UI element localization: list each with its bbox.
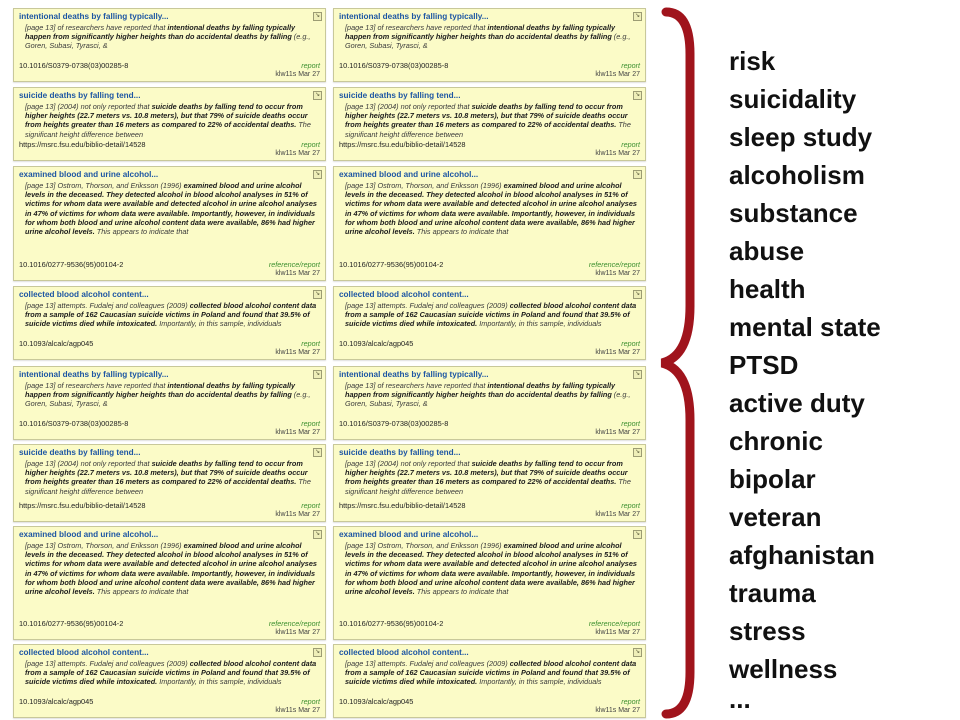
context-text: [page 13] Ostrom, Thorson, and Eriksson (1996) [25,181,184,190]
keyword-item: veteran [729,502,822,532]
context-text: This appears to indicate that [414,587,509,597]
context-text: This appears to indicate that [94,587,189,597]
source-doi[interactable]: https://msrc.fsu.edu/biblio-detail/14528 [339,140,466,149]
keyword-list [729,42,881,714]
card-source-row [339,419,640,428]
source-doi[interactable]: https://msrc.fsu.edu/biblio-detail/14528 [339,501,466,510]
expand-arrow-icon[interactable]: ↘ [634,531,641,537]
annotation-card[interactable] [13,526,326,640]
context-text: The significant height difference between [345,120,631,139]
expand-arrow-icon[interactable]: ↘ [314,171,321,177]
highlighted-text: examined blood and urine alcohol levels in the deceased. They detected alcohol in blood alcohol analyses in 51% of victims for whom data were available and detected alcohol in urine alcohol analyses in 47% of victims for whom data were available. Importantly, however, in individuals for whom both blood and urine alcohol content data were available, 86% had higher urine alcohol levels. [25,541,317,597]
source-doi[interactable]: 10.1016/S0379-0738(03)00285-8 [19,61,129,70]
context-text: This appears to indicate that [414,227,509,237]
source-doi[interactable]: 10.1093/alcalc/agp045 [339,339,414,348]
expand-arrow-icon[interactable]: ↘ [314,92,321,98]
context-text: Importantly, in this sample, individuals [477,319,602,329]
source-doi[interactable]: 10.1093/alcalc/agp045 [19,697,94,706]
card-byline: klw11s Mar 27 [275,150,320,157]
card-footer [19,697,320,715]
keyword-item: abuse [729,236,805,266]
annotation-card[interactable] [13,8,326,82]
annotation-card[interactable] [13,366,326,440]
card-byline: klw11s Mar 27 [275,71,320,78]
source-doi[interactable]: 10.1016/S0379-0738(03)00285-8 [19,419,129,428]
context-text: The significant height difference between [25,477,311,496]
keyword-ellipsis: ... [729,684,751,714]
keyword-item: active duty [729,388,865,418]
card-footer [19,61,320,79]
card-source-row [339,619,640,628]
expand-arrow-icon[interactable]: ↘ [634,449,641,455]
report-link[interactable]: reference/report [588,619,640,628]
report-link[interactable]: report [301,419,320,428]
card-source-row [19,260,320,269]
card-title-link[interactable]: examined blood and urine alcohol... [339,170,479,179]
source-doi[interactable]: 10.1016/0277-9536(95)00104-2 [19,619,124,628]
highlighted-text: suicide deaths by falling tend to occur from higher heights (22.7 meters vs. 10.8 meters), but that 79% of suicide deaths occur from heights greater than 16 meters as compared to 22% of accidental deaths. [345,102,628,130]
context-text: [page 13] (2004) not only reported that [345,102,472,111]
context-text: [page 13] attempts. Fudalej and colleagues (2009) [345,659,510,668]
annotation-card[interactable] [333,366,646,440]
expand-arrow-icon[interactable]: ↘ [634,171,641,177]
card-byline: klw11s Mar 27 [275,707,320,714]
highlighted-text: examined blood and urine alcohol levels in the deceased. They detected alcohol in blood alcohol analyses in 51% of victims for whom data were available and detected alcohol in urine alcohol analyses in 47% of victims for whom data were available. Importantly, however, in individuals for whom both blood and urine alcohol content data were available, 86% had higher urine alcohol levels. [345,181,637,237]
highlighted-text: intentional deaths by falling typically happen from significantly higher heights than do accidental deaths by falling [25,381,296,400]
context-text: Importantly, in this sample, individuals [157,677,282,687]
annotation-card[interactable] [333,286,646,360]
context-text: [page 13] Ostrom, Thorson, and Eriksson (1996) [25,541,184,550]
expand-arrow-icon[interactable]: ↘ [314,291,321,297]
card-title-link[interactable]: suicide deaths by falling tend... [339,91,461,100]
card-title-link[interactable]: intentional deaths by falling typically... [19,370,169,379]
report-link[interactable]: report [621,140,640,149]
expand-arrow-icon[interactable]: ↘ [634,92,641,98]
keyword-item: PTSD [729,350,799,380]
card-footer [19,260,320,278]
report-link[interactable]: reference/report [588,260,640,269]
highlighted-text: collected blood alcohol content data from a sample of 162 Caucasian suicide victims in Poland and found that 39.5% of suicide victims died while intoxicated. [345,659,637,687]
annotation-card[interactable] [13,166,326,281]
card-title-link[interactable]: collected blood alcohol content... [19,648,149,657]
report-link[interactable]: report [301,61,320,70]
card-source-row [339,501,640,510]
card-byline: klw11s Mar 27 [595,150,640,157]
context-text: [page 13] attempts. Fudalej and colleagues (2009) [25,301,190,310]
keyword-item: sleep study [729,122,873,152]
annotation-card[interactable] [13,286,326,360]
source-doi[interactable]: 10.1093/alcalc/agp045 [339,697,414,706]
card-snippet [339,658,640,687]
source-doi[interactable]: 10.1016/0277-9536(95)00104-2 [19,260,124,269]
card-footer [19,501,320,519]
annotation-card[interactable] [333,526,646,640]
expand-arrow-icon[interactable]: ↘ [314,371,321,377]
report-link[interactable]: report [621,501,640,510]
context-text: [page 13] of researchers have reported that [345,23,488,32]
card-footer [339,140,640,158]
card-title-link[interactable]: collected blood alcohol content... [19,290,149,299]
context-text: [page 13] (2004) not only reported that [25,102,152,111]
card-snippet [339,380,640,409]
context-text: The significant height difference between [345,477,631,496]
card-footer [339,697,640,715]
context-text: [page 13] attempts. Fudalej and colleagues (2009) [345,301,510,310]
report-link[interactable]: report [301,339,320,348]
keyword-item: afghanistan [729,540,875,570]
report-link[interactable]: report [301,501,320,510]
card-source-row [19,339,320,348]
context-text: Importantly, in this sample, individuals [477,677,602,687]
highlighted-text: suicide deaths by falling tend to occur from higher heights (22.7 meters vs. 10.8 meters), but that 79% of suicide deaths occur from heights greater than 16 meters as compared to 22% of accidental deaths. [25,102,308,130]
card-footer [339,419,640,437]
card-byline: klw11s Mar 27 [595,511,640,518]
card-snippet [19,22,320,51]
keyword-item: alcoholism [729,160,865,190]
keyword-item: suicidality [729,84,857,114]
highlighted-text: suicide deaths by falling tend to occur from higher heights (22.7 meters vs. 10.8 meters), but that 79% of suicide deaths occur from heights greater than 16 meters as compared to 22% of accidental deaths. [345,459,628,487]
card-source-row [339,339,640,348]
source-doi[interactable]: https://msrc.fsu.edu/biblio-detail/14528 [19,140,146,149]
card-byline: klw11s Mar 27 [595,429,640,436]
annotation-card[interactable] [333,8,646,82]
annotation-card[interactable] [333,166,646,281]
source-doi[interactable]: 10.1016/0277-9536(95)00104-2 [339,619,444,628]
card-byline: klw11s Mar 27 [595,629,640,636]
card-source-row [19,140,320,149]
source-doi[interactable]: https://msrc.fsu.edu/biblio-detail/14528 [19,501,146,510]
card-snippet [339,300,640,329]
card-byline: klw11s Mar 27 [275,349,320,356]
card-title-link[interactable]: suicide deaths by falling tend... [339,448,461,457]
card-footer [19,619,320,637]
card-title-link[interactable]: intentional deaths by falling typically... [339,370,489,379]
card-footer [19,339,320,357]
highlighted-text: intentional deaths by falling typically happen from significantly higher heights than do accidental deaths by falling [345,381,616,400]
highlighted-text: examined blood and urine alcohol levels in the deceased. They detected alcohol in blood alcohol analyses in 51% of victims for whom data were available and detected alcohol in urine alcohol analyses in 47% of victims for whom data were available. Importantly, however, in individuals for whom both blood and urine alcohol content data were available, 86% had higher urine alcohol levels. [345,541,637,597]
context-text: [page 13] of researchers have reported that [25,23,168,32]
expand-arrow-icon[interactable]: ↘ [314,449,321,455]
card-title-link[interactable]: collected blood alcohol content... [339,648,469,657]
card-snippet [19,458,320,496]
card-snippet [339,458,640,496]
expand-arrow-icon[interactable]: ↘ [634,291,641,297]
context-text: [page 13] attempts. Fudalej and colleagues (2009) [25,659,190,668]
card-source-row [19,501,320,510]
card-footer [19,140,320,158]
annotation-card[interactable] [13,644,326,718]
card-source-row [19,419,320,428]
context-text: (e.g., Goren, Subasi, Tyrasci, & [345,32,631,51]
card-byline: klw11s Mar 27 [595,71,640,78]
highlighted-text: collected blood alcohol content data from a sample of 162 Caucasian suicide victims in Poland and found that 39.5% of suicide victims died while intoxicated. [345,301,637,329]
report-link[interactable]: report [621,61,640,70]
context-text: [page 13] Ostrom, Thorson, and Eriksson (1996) [345,181,504,190]
card-title-link[interactable]: suicide deaths by falling tend... [19,448,141,457]
card-footer [339,501,640,519]
card-snippet [19,658,320,687]
card-snippet [339,540,640,596]
keyword-item: chronic [729,426,823,456]
card-snippet [19,540,320,596]
keyword-item: wellness [729,654,838,684]
card-title-link[interactable]: collected blood alcohol content... [339,290,469,299]
card-source-row [339,61,640,70]
card-snippet [339,180,640,236]
context-text: (e.g., Goren, Subasi, Tyrasci, & [25,32,311,51]
card-source-row [339,140,640,149]
keyword-item: stress [729,616,806,646]
card-title-link[interactable]: intentional deaths by falling typically... [19,12,169,21]
card-byline: klw11s Mar 27 [275,270,320,277]
card-title-link[interactable]: examined blood and urine alcohol... [19,170,159,179]
expand-arrow-icon[interactable]: ↘ [314,531,321,537]
keyword-item: risk [729,46,776,76]
context-text: The significant height difference between [25,120,311,139]
keyword-item: trauma [729,578,816,608]
report-link[interactable]: report [301,697,320,706]
card-snippet [19,101,320,139]
card-byline: klw11s Mar 27 [595,270,640,277]
expand-arrow-icon[interactable]: ↘ [314,13,321,19]
source-doi[interactable]: 10.1016/0277-9536(95)00104-2 [339,260,444,269]
card-snippet [339,101,640,139]
card-title-link[interactable]: examined blood and urine alcohol... [339,530,479,539]
card-source-row [19,61,320,70]
context-text: [page 13] Ostrom, Thorson, and Eriksson (1996) [345,541,504,550]
card-footer [339,260,640,278]
highlighted-text: collected blood alcohol content data from a sample of 162 Caucasian suicide victims in Poland and found that 39.5% of suicide victims died while intoxicated. [25,301,317,329]
card-source-row [19,619,320,628]
expand-arrow-icon[interactable]: ↘ [314,649,321,655]
source-doi[interactable]: 10.1016/S0379-0738(03)00285-8 [339,419,449,428]
expand-arrow-icon[interactable]: ↘ [634,13,641,19]
keyword-item: substance [729,198,858,228]
brace-stroke [662,12,690,714]
card-footer [339,61,640,79]
annotation-card[interactable] [13,87,326,161]
card-title-link[interactable]: examined blood and urine alcohol... [19,530,159,539]
source-doi[interactable]: 10.1016/S0379-0738(03)00285-8 [339,61,449,70]
card-snippet [19,180,320,236]
highlighted-text: collected blood alcohol content data from a sample of 162 Caucasian suicide victims in Poland and found that 39.5% of suicide victims died while intoxicated. [25,659,317,687]
context-text: This appears to indicate that [94,227,189,237]
card-byline: klw11s Mar 27 [595,349,640,356]
keyword-item: bipolar [729,464,816,494]
card-snippet [19,300,320,329]
card-source-row [339,260,640,269]
keyword-item: mental state [729,312,881,342]
context-text: [page 13] of researchers have reported that [25,381,168,390]
annotation-card[interactable] [13,444,326,522]
card-source-row [19,697,320,706]
context-text: Importantly, in this sample, individuals [157,319,282,329]
expand-arrow-icon[interactable]: ↘ [634,371,641,377]
report-link[interactable]: report [301,140,320,149]
card-snippet [19,380,320,409]
card-footer [339,339,640,357]
card-title-link[interactable]: suicide deaths by falling tend... [19,91,141,100]
context-text: [page 13] of researchers have reported that [345,381,488,390]
card-byline: klw11s Mar 27 [275,429,320,436]
keyword-item: health [729,274,806,304]
card-byline: klw11s Mar 27 [595,707,640,714]
curly-brace-graphic [652,6,708,720]
card-source-row [339,697,640,706]
highlighted-text: intentional deaths by falling typically happen from significantly higher heights than do accidental deaths by falling [25,23,296,42]
source-doi[interactable]: 10.1093/alcalc/agp045 [19,339,94,348]
context-text: [page 13] (2004) not only reported that [345,459,472,468]
card-footer [339,619,640,637]
report-link[interactable]: report [621,339,640,348]
context-text: (e.g., Goren, Subasi, Tyrasci, & [25,390,311,409]
highlighted-text: intentional deaths by falling typically happen from significantly higher heights than do accidental deaths by falling [345,23,616,42]
card-snippet [339,22,640,51]
annotation-card[interactable] [333,444,646,522]
expand-arrow-icon[interactable]: ↘ [634,649,641,655]
report-link[interactable]: reference/report [268,260,320,269]
card-footer [19,419,320,437]
card-title-link[interactable]: intentional deaths by falling typically... [339,12,489,21]
report-link[interactable]: reference/report [268,619,320,628]
annotation-card[interactable] [333,644,646,718]
highlighted-text: examined blood and urine alcohol levels in the deceased. They detected alcohol in blood alcohol analyses in 51% of victims for whom data were available and detected alcohol in urine alcohol analyses in 47% of victims for whom data were available. Importantly, however, in individuals for whom both blood and urine alcohol content data were available, 86% had higher urine alcohol levels. [25,181,317,237]
report-link[interactable]: report [621,697,640,706]
annotation-card[interactable] [333,87,646,161]
card-byline: klw11s Mar 27 [275,629,320,636]
context-text: [page 13] (2004) not only reported that [25,459,152,468]
report-link[interactable]: report [621,419,640,428]
card-byline: klw11s Mar 27 [275,511,320,518]
context-text: (e.g., Goren, Subasi, Tyrasci, & [345,390,631,409]
highlighted-text: suicide deaths by falling tend to occur from higher heights (22.7 meters vs. 10.8 meters), but that 79% of suicide deaths occur from heights greater than 16 meters as compared to 22% of accidental deaths. [25,459,308,487]
